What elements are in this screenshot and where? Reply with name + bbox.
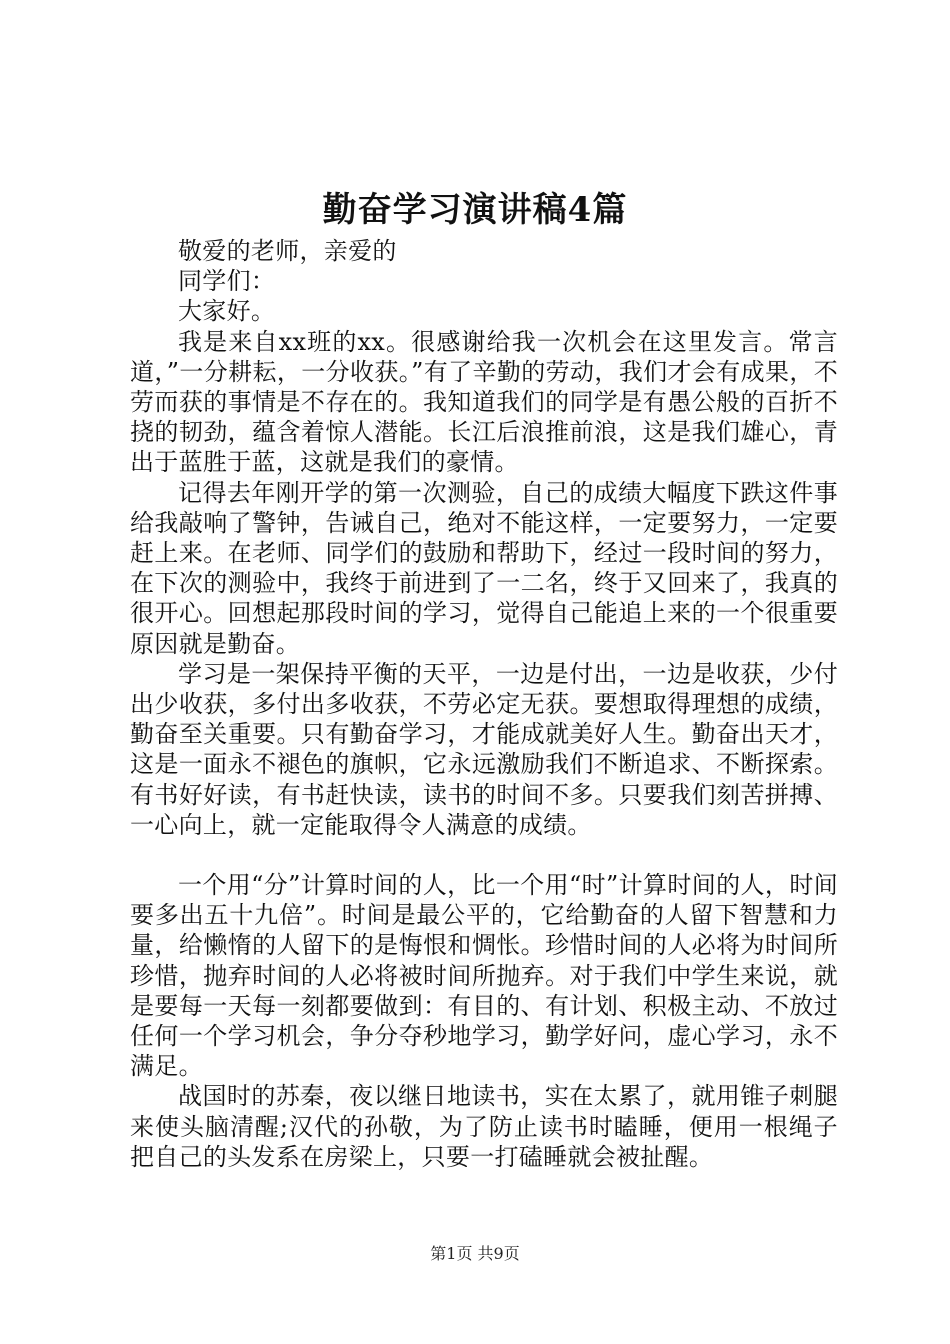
paragraph-gap	[130, 840, 838, 870]
document-body	[130, 236, 838, 1172]
page-footer: 第1页 共9页	[430, 1244, 520, 1263]
salutation-line-1: 敬爱的老师，亲爱的	[178, 237, 397, 265]
body-paragraph: 学习是一架保持平衡的天平，一边是付出，一边是收获，少付出少收获，多付出多收获，不劳必定无获。要想取得理想的成绩，勤奋至关重要。只有勤奋学习，才能成就美好人生。勤奋出天才，这是一面永不褪色的旗帜，它永远激励我们不断追求、不断探索。有书好好读，有书赶快读，读书的时间不多。只要我们刻苦拼搏、一心向上，就一定能取得令人满意的成绩。	[130, 659, 838, 839]
body-paragraph: 我是来自xx班的xx。很感谢给我一次机会在这里发言。常言道，”一分耕耘，一分收获。”有了辛勤的劳动，我们才会有成果，不劳而获的事情是不存在的。我知道我们的同学是有愚公般的百折不挠的韧劲，蕴含着惊人潜能。长江后浪推前浪，这是我们雄心，青出于蓝胜于蓝，这就是我们的豪情。	[130, 327, 838, 477]
body-paragraph: 战国时的苏秦，夜以继日地读书，实在太累了，就用锥子刺腿来使头脑清醒;汉代的孙敬，为了防止读书时瞌睡，便用一根绳子把自己的头发系在房梁上，只要一打磕睡就会被扯醒。	[130, 1082, 838, 1171]
body-paragraph: 一个用“分”计算时间的人，比一个用“时”计算时间的人，时间要多出五十九倍”。时间是最公平的，它给勤奋的人留下智慧和力量，给懒惰的人留下的是悔恨和惆怅。珍惜时间的人必将为时间所珍惜，抛弃时间的人必将被时间所抛弃。对于我们中学生来说，就是要每一天每一刻都要做到：有目的、有计划、积极主动、不放过任何一个学习机会，争分夺秒地学习，勤学好问，虚心学习，永不满足。	[130, 871, 838, 1081]
greeting-line: 大家好。	[178, 297, 276, 326]
body-paragraph: 记得去年刚开学的第一次测验，自己的成绩大幅度下跌这件事给我敲响了警钟，告诫自己，绝对不能这样，一定要努力，一定要赶上来。在老师、同学们的鼓励和帮助下，经过一段时间的努力，在下次的测验中，我终于前进到了一二名，终于又回来了，我真的很开心。回想起那段时间的学习，觉得自己能追上来的一个很重要原因就是勤奋。	[130, 478, 838, 658]
salutation-line-2: 同学们：	[178, 267, 276, 296]
document-title: 勤奋学习演讲稿4篇	[322, 190, 628, 230]
